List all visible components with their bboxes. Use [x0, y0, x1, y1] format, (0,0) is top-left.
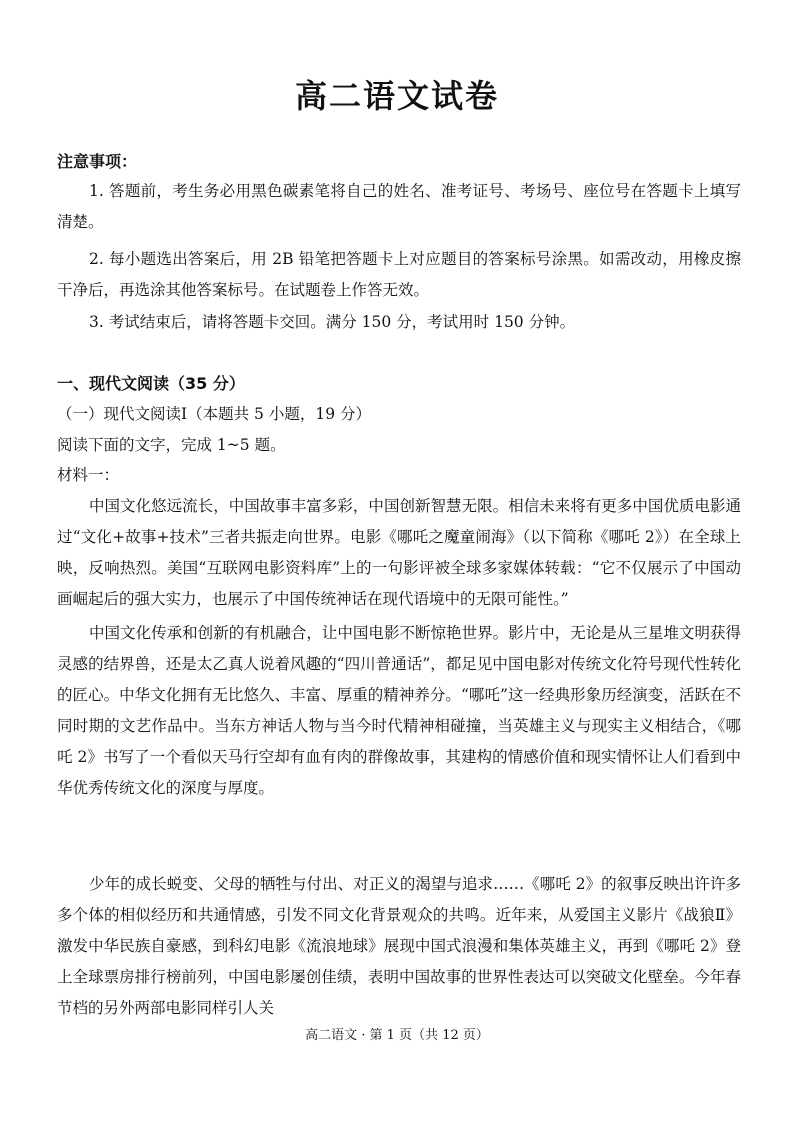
notice-item-1: 1. 答题前，考生务必用黑色碳素笔将自己的姓名、准考证号、考场号、座位号在答题卡上填写清楚。	[57, 182, 741, 231]
notice-heading: 注意事项：	[57, 152, 138, 171]
material-paragraph-1: 中国文化悠远流长，中国故事丰富多彩，中国创新智慧无限。相信未来将有更多中国优质电影通过“文化+故事+技术”三者共振走向世界。电影《哪吒之魔童闹海》（以下简称《哪吒 2》）在全球上映，反响热烈。美国“互联网电影资料库”上的一句影评被全球多家媒体转载：“它不仅展示了中国动画崛起后的强大实力，也展示了中国传统神话在现代语境中的无限可能性。”	[57, 497, 741, 608]
page-footer: 高二语文 · 第 1 页（共 12 页）	[305, 1028, 489, 1043]
page-title: 高二语文试卷	[294, 77, 499, 115]
notice-item-3: 3. 考试结束后，请将答题卡交回。满分 150 分，考试用时 150 分钟。	[89, 313, 576, 331]
section-heading: 一、现代文阅读（35 分）	[57, 374, 245, 393]
material-paragraph-2: 中国文化传承和创新的有机融合，让中国电影不断惊艳世界。影片中，无论是从三星堆文明获得灵感的结界兽，还是太乙真人说着风趣的“四川普通话”，都足见中国电影对传统文化符号现代性转化的匠心。中华文化拥有无比悠久、丰富、厚重的精神养分。“哪吒”这一经典形象历经演变，活跃在不同时期的文艺作品中。当东方神话人物与当今时代精神相碰撞，当英雄主义与现实主义相结合，《哪吒 2》书写了一个看似天马行空却有血有肉的群像故事，其建构的情感价值和现实情怀让人们看到中华优秀传统文化的深度与厚度。	[57, 624, 741, 797]
section-subheading: （一）现代文阅读Ⅰ（本题共 5 小题，19 分）	[57, 405, 371, 423]
material-paragraph-3: 少年的成长蜕变、父母的牺牲与付出、对正义的渴望与追求……《哪吒 2》的叙事反映出许许多多个体的相似经历和共通情感，引发不同文化背景观众的共鸣。近年来，从爱国主义影片《战狼Ⅱ》激发中华民族自豪感，到科幻电影《流浪地球》展现中国式浪漫和集体英雄主义，再到《哪吒 2》登上全球票房排行榜前列，中国电影屡创佳绩，表明中国故事的世界性表达可以突破文化壁垒。今年春节档的另外两部电影同样引人关	[57, 875, 741, 1017]
reading-instruction: 阅读下面的文字，完成 1~5 题。	[57, 436, 286, 454]
notice-item-2: 2. 每小题选出答案后，用 2B 铅笔把答题卡上对应题目的答案标号涂黑。如需改动，用橡皮擦干净后，再选涂其他答案标号。在试题卷上作答无效。	[57, 250, 741, 299]
material-label: 材料一：	[57, 466, 120, 484]
